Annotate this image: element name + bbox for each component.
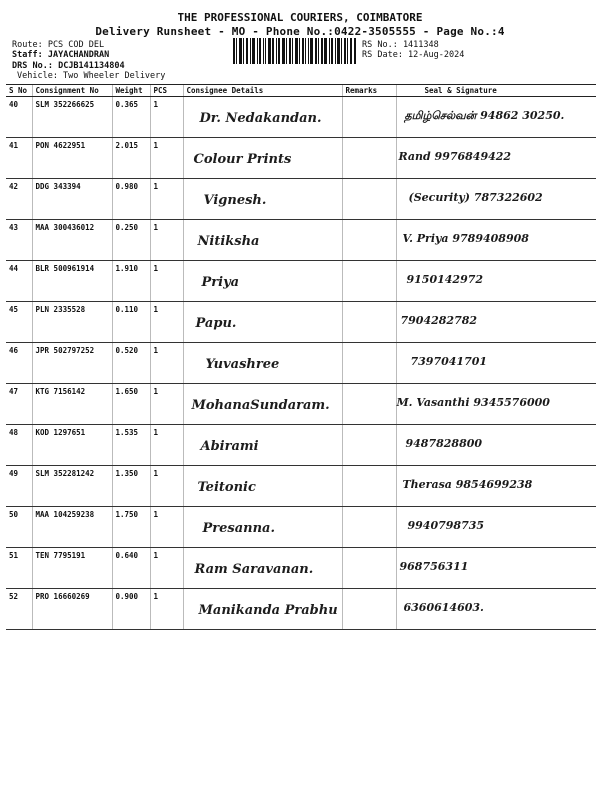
cell-remarks — [342, 589, 396, 630]
consignee-handwriting: Nitiksha — [197, 234, 260, 249]
vehicle-line: Vehicle: Two Wheeler Delivery — [17, 71, 166, 81]
cell-consignment: JPR 502797252 — [32, 343, 112, 384]
cell-sno: 52 — [6, 589, 32, 630]
column-header-consignment: Consignment No — [32, 85, 112, 97]
cell-weight: 2.015 — [112, 138, 150, 179]
column-header-remarks: Remarks — [342, 85, 396, 97]
cell-remarks — [342, 548, 396, 589]
cell-weight: 0.250 — [112, 220, 150, 261]
runsheet-table — [6, 84, 596, 630]
consignee-handwriting: Vignesh. — [203, 193, 267, 208]
route-line: Route: PCS COD DEL — [12, 40, 105, 50]
signature-handwriting: 9940798735 — [407, 519, 485, 532]
cell-consignee — [183, 261, 342, 302]
cell-pcs: 1 — [150, 548, 183, 589]
cell-consignment: KTG 7156142 — [32, 384, 112, 425]
cell-weight: 1.910 — [112, 261, 150, 302]
table-row — [6, 179, 596, 220]
cell-consignee — [183, 384, 342, 425]
consignee-handwriting: Dr. Nedakandan. — [199, 111, 322, 126]
cell-consignment: MAA 300436012 — [32, 220, 112, 261]
cell-consignee — [183, 548, 342, 589]
signature-handwriting: Rand 9976849422 — [398, 150, 512, 163]
cell-consignee — [183, 466, 342, 507]
cell-consignee — [183, 220, 342, 261]
cell-signature — [396, 220, 596, 261]
cell-remarks — [342, 343, 396, 384]
cell-signature — [396, 179, 596, 220]
table-row — [6, 589, 596, 630]
cell-consignee — [183, 302, 342, 343]
drs-label: DRS No.: — [12, 61, 53, 71]
cell-remarks — [342, 425, 396, 466]
barcode — [233, 38, 356, 64]
cell-pcs: 1 — [150, 589, 183, 630]
cell-weight: 0.900 — [112, 589, 150, 630]
signature-handwriting: 968756311 — [399, 560, 469, 573]
column-header-weight: Weight — [112, 85, 150, 97]
runsheet-title: Delivery Runsheet - MO - Phone No.:0422-3505555 - Page No.:4 — [95, 25, 505, 38]
consignee-handwriting: Yuvashree — [205, 357, 280, 372]
consignee-handwriting: Presanna. — [202, 521, 275, 536]
cell-consignment: PRO 16660269 — [32, 589, 112, 630]
cell-signature — [396, 138, 596, 179]
signature-handwriting: 6360614603. — [403, 601, 484, 614]
cell-weight: 1.535 — [112, 425, 150, 466]
cell-pcs: 1 — [150, 466, 183, 507]
drs-line — [12, 61, 125, 71]
column-header-signature: Seal & Signature — [396, 85, 596, 97]
table-row — [6, 302, 596, 343]
cell-consignment: PLN 2335528 — [32, 302, 112, 343]
cell-weight: 0.640 — [112, 548, 150, 589]
cell-remarks — [342, 138, 396, 179]
staff-label: Staff: — [12, 50, 43, 60]
cell-consignment: MAA 104259238 — [32, 507, 112, 548]
cell-remarks — [342, 302, 396, 343]
cell-sno: 51 — [6, 548, 32, 589]
cell-signature — [396, 261, 596, 302]
column-header-pcs: PCS — [150, 85, 183, 97]
consignee-handwriting: Papu. — [195, 316, 237, 331]
table-row — [6, 425, 596, 466]
cell-signature — [396, 548, 596, 589]
cell-pcs: 1 — [150, 179, 183, 220]
signature-handwriting: 9487828800 — [405, 437, 483, 450]
cell-weight: 0.365 — [112, 97, 150, 138]
cell-pcs: 1 — [150, 97, 183, 138]
table-row — [6, 343, 596, 384]
signature-handwriting: M. Vasanthi 9345576000 — [396, 396, 550, 409]
cell-sno: 42 — [6, 179, 32, 220]
cell-consignment: KOD 1297651 — [32, 425, 112, 466]
cell-sno: 50 — [6, 507, 32, 548]
table-row — [6, 138, 596, 179]
staff-line — [12, 50, 109, 60]
cell-pcs: 1 — [150, 343, 183, 384]
cell-weight: 1.750 — [112, 507, 150, 548]
cell-pcs: 1 — [150, 425, 183, 466]
consignee-handwriting: Abirami — [200, 439, 259, 454]
table-row — [6, 384, 596, 425]
cell-sno: 43 — [6, 220, 32, 261]
cell-sno: 49 — [6, 466, 32, 507]
cell-consignment: TEN 7795191 — [32, 548, 112, 589]
rs-date: RS Date: 12-Aug-2024 — [362, 50, 465, 60]
cell-remarks — [342, 97, 396, 138]
cell-remarks — [342, 261, 396, 302]
cell-signature — [396, 302, 596, 343]
consignee-handwriting: Manikanda Prabhu — [198, 603, 338, 618]
table-header-row — [6, 85, 596, 97]
cell-weight: 1.350 — [112, 466, 150, 507]
cell-sno: 47 — [6, 384, 32, 425]
cell-consignee — [183, 425, 342, 466]
cell-pcs: 1 — [150, 302, 183, 343]
table-row — [6, 97, 596, 138]
signature-handwriting: 7397041701 — [410, 355, 488, 368]
cell-pcs: 1 — [150, 507, 183, 548]
signature-handwriting: தமிழ்செல்வன் 94862 30250. — [404, 109, 565, 122]
cell-remarks — [342, 507, 396, 548]
cell-remarks — [342, 179, 396, 220]
signature-handwriting: (Security) 787322602 — [408, 191, 543, 204]
column-header-sno: S No — [6, 85, 32, 97]
signature-handwriting: 7904282782 — [400, 314, 478, 327]
cell-sno: 41 — [6, 138, 32, 179]
cell-consignee — [183, 97, 342, 138]
table-row — [6, 466, 596, 507]
cell-signature — [396, 343, 596, 384]
cell-weight: 1.650 — [112, 384, 150, 425]
cell-weight: 0.980 — [112, 179, 150, 220]
cell-weight: 0.520 — [112, 343, 150, 384]
cell-remarks — [342, 384, 396, 425]
cell-signature — [396, 589, 596, 630]
cell-consignment: SLM 352281242 — [32, 466, 112, 507]
cell-consignee — [183, 138, 342, 179]
signature-handwriting: 9150142972 — [406, 273, 484, 286]
consignee-handwriting: Ram Saravanan. — [194, 562, 314, 577]
cell-remarks — [342, 220, 396, 261]
cell-signature — [396, 466, 596, 507]
staff-value: JAYACHANDRAN — [47, 50, 110, 60]
cell-signature — [396, 97, 596, 138]
cell-consignment: SLM 352266625 — [32, 97, 112, 138]
column-header-consignee: Consignee Details — [183, 85, 342, 97]
cell-sno: 46 — [6, 343, 32, 384]
table-row — [6, 261, 596, 302]
cell-consignment: PON 4622951 — [32, 138, 112, 179]
cell-signature — [396, 425, 596, 466]
cell-remarks — [342, 466, 396, 507]
cell-pcs: 1 — [150, 261, 183, 302]
cell-sno: 45 — [6, 302, 32, 343]
cell-consignee — [183, 507, 342, 548]
consignee-handwriting: MohanaSundaram. — [191, 398, 330, 413]
cell-sno: 48 — [6, 425, 32, 466]
cell-consignment: DDG 343394 — [32, 179, 112, 220]
cell-pcs: 1 — [150, 384, 183, 425]
table-body — [6, 97, 596, 630]
cell-pcs: 1 — [150, 220, 183, 261]
cell-weight: 0.110 — [112, 302, 150, 343]
consignee-handwriting: Colour Prints — [193, 152, 292, 167]
signature-handwriting: Therasa 9854699238 — [402, 478, 533, 491]
consignee-handwriting: Priya — [201, 275, 240, 290]
cell-consignee — [183, 179, 342, 220]
company-title: THE PROFESSIONAL COURIERS, COIMBATORE — [177, 11, 423, 24]
table-row — [6, 548, 596, 589]
cell-sno: 40 — [6, 97, 32, 138]
cell-pcs: 1 — [150, 138, 183, 179]
cell-signature — [396, 384, 596, 425]
cell-consignment: BLR 500961914 — [32, 261, 112, 302]
cell-sno: 44 — [6, 261, 32, 302]
table-row — [6, 220, 596, 261]
cell-consignee — [183, 343, 342, 384]
drs-value: DCJB141134804 — [58, 61, 125, 71]
signature-handwriting: V. Priya 9789408908 — [402, 232, 529, 245]
table-row — [6, 507, 596, 548]
rs-number: RS No.: 1411348 — [362, 40, 439, 50]
cell-signature — [396, 507, 596, 548]
consignee-handwriting: Teitonic — [197, 480, 256, 495]
cell-consignee — [183, 589, 342, 630]
